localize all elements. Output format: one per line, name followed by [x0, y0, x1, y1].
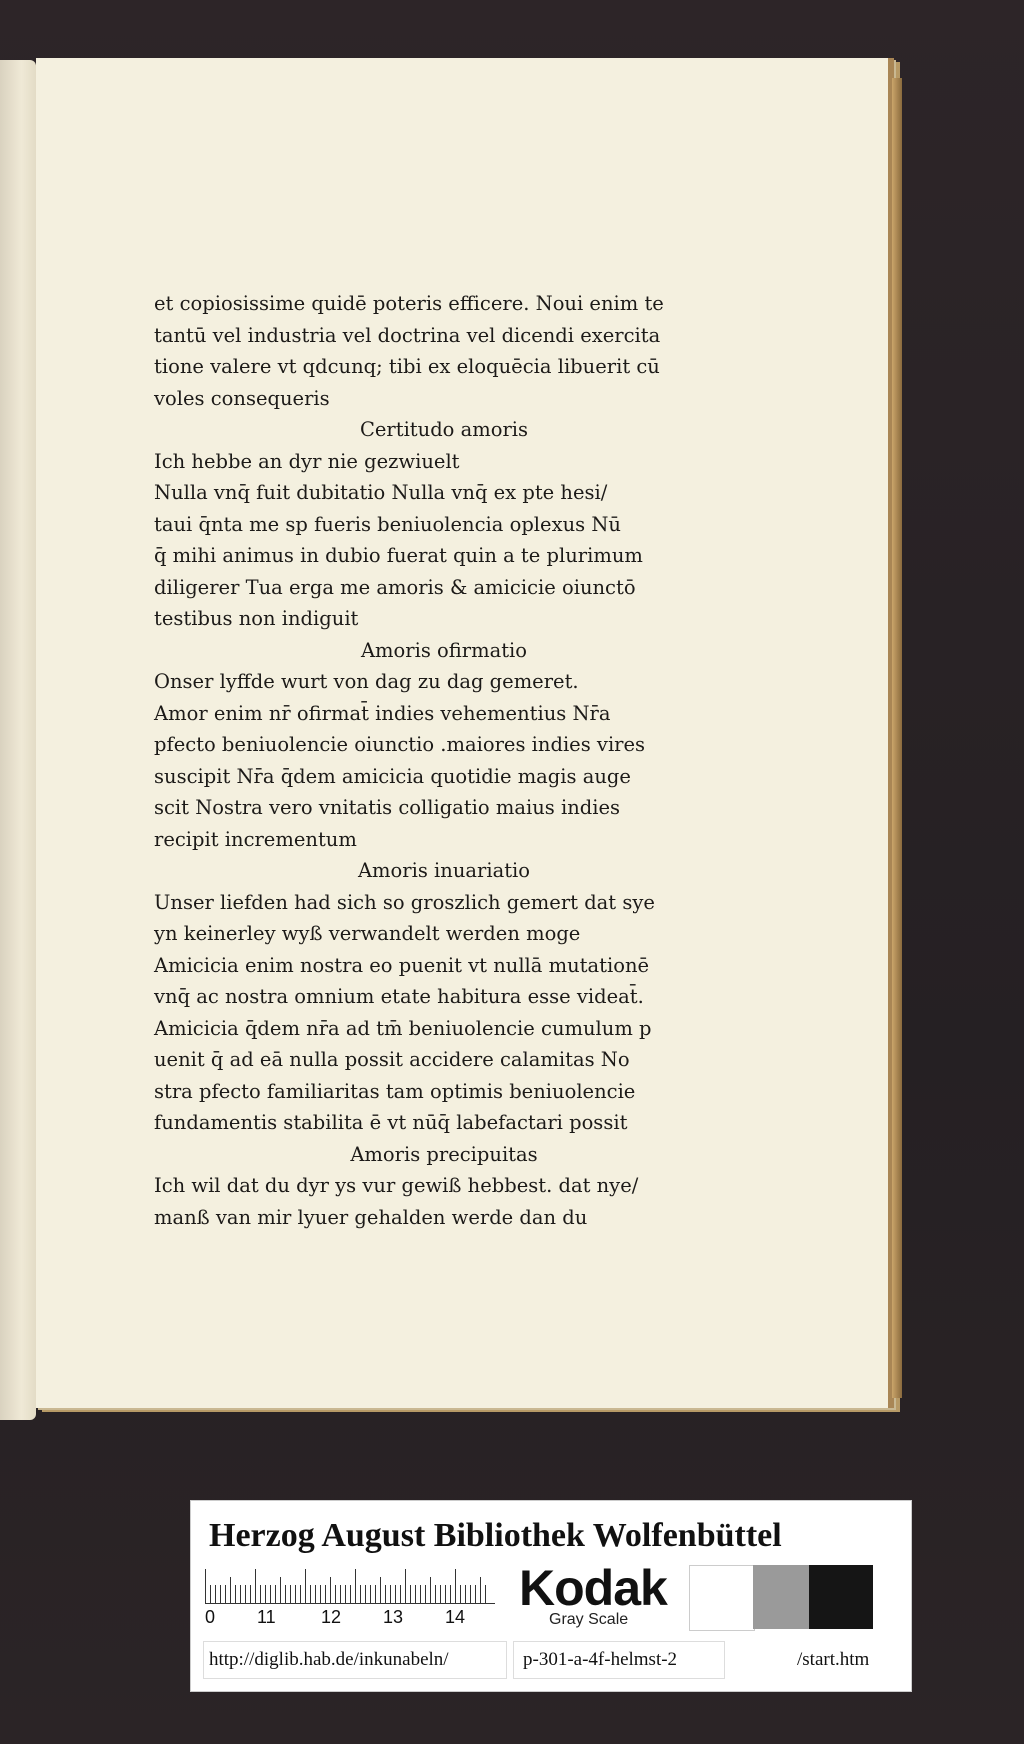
ruler: [205, 1567, 495, 1604]
gray-scale-label: Gray Scale: [549, 1611, 629, 1628]
text-line: recipit incrementum: [154, 827, 357, 851]
ruler-tick: [235, 1585, 236, 1603]
ruler-tick: [345, 1585, 346, 1603]
ruler-tick: [340, 1585, 341, 1603]
ruler-tick: [325, 1585, 326, 1603]
ruler-tick: [350, 1585, 351, 1603]
ruler-tick: [440, 1585, 441, 1603]
ruler-tick: [435, 1585, 436, 1603]
ruler-tick: [330, 1577, 331, 1603]
ruler-tick: [280, 1577, 281, 1603]
ruler-tick: [355, 1569, 356, 1603]
ruler-tick: [310, 1585, 311, 1603]
text-line: stra pfecto familiaritas tam optimis beniuolencie: [154, 1079, 636, 1103]
ruler-tick: [485, 1585, 486, 1603]
ruler-number: 13: [383, 1607, 404, 1627]
ruler-number: 14: [445, 1607, 466, 1627]
url-base: http://diglib.hab.de/inkunabeln/: [209, 1649, 449, 1670]
ruler-tick: [410, 1585, 411, 1603]
ruler-tick: [425, 1585, 426, 1603]
ruler-tick: [365, 1585, 366, 1603]
text-line: diligerer Tua erga me amoris & amicicie oiunctō: [154, 575, 636, 599]
ruler-tick: [320, 1585, 321, 1603]
ruler-tick: [240, 1585, 241, 1603]
ruler-tick: [335, 1585, 336, 1603]
ruler-tick: [480, 1577, 481, 1603]
ruler-tick: [215, 1585, 216, 1603]
ruler-tick: [285, 1585, 286, 1603]
kodak-logo: Kodak: [519, 1560, 667, 1616]
ruler-tick: [430, 1577, 431, 1603]
section-heading: Certitudo amoris: [359, 418, 529, 441]
ruler-tick: [420, 1585, 421, 1603]
ruler-tick: [295, 1585, 296, 1603]
ruler-tick: [245, 1585, 246, 1603]
text-line: et copiosissime quidē poteris efficere. Noui enim te: [154, 292, 664, 315]
ruler-tick: [265, 1585, 266, 1603]
text-line: tione valere vt qdcunq; tibi ex eloquēcia libuerit cū: [154, 355, 660, 378]
section-heading: Amoris inuariatio: [357, 859, 531, 882]
text-line: Amor enim nr̄ ofirmat̄ indies vehementius Nr̄a: [154, 701, 611, 725]
ruler-number: 0: [205, 1607, 216, 1627]
text-line: pfecto beniuolencie oiunctio .maiores indies vires: [154, 733, 646, 756]
text-line: testibus non indiguit: [154, 607, 359, 630]
text-line: Onser lyffde wurt von dag zu dag gemeret.: [154, 670, 579, 693]
url-end: /start.htm: [797, 1649, 870, 1670]
text-line: Ich hebbe an dyr nie gezwiuelt: [154, 449, 460, 473]
text-line: suscipit Nr̄a q̄dem amicicia quotidie magis auge: [154, 764, 631, 788]
text-line: Amicicia q̄dem nr̄a ad tm̄ beniuolencie cumulum p: [154, 1016, 652, 1040]
url-id: p-301-a-4f-helmst-2: [523, 1649, 678, 1670]
ruler-tick: [390, 1585, 391, 1603]
text-line: q̄ mihi animus in dubio fuerat quin a te plurimum: [154, 544, 643, 567]
ruler-tick: [220, 1585, 221, 1603]
ruler-tick: [375, 1585, 376, 1603]
ruler-tick: [210, 1585, 211, 1603]
ruler-number: 11: [257, 1607, 276, 1627]
text-line: yn keinerley wyß verwandelt werden moge: [154, 922, 581, 945]
ruler-tick: [255, 1569, 256, 1603]
ruler-tick: [360, 1585, 361, 1603]
section-heading: Amoris precipuitas: [350, 1142, 538, 1166]
ruler-tick: [315, 1585, 316, 1603]
ruler-tick: [400, 1585, 401, 1603]
text-line: Nulla vnq̄ fuit dubitatio Nulla vnq̄ ex pte hesi/: [154, 481, 608, 504]
ruler-tick: [395, 1585, 396, 1603]
ruler-number: 12: [321, 1607, 342, 1627]
gray-swatch-mid: [753, 1565, 809, 1629]
text-line: tantū vel industria vel doctrina vel dicendi exercita: [154, 323, 661, 347]
ruler-tick: [415, 1585, 416, 1603]
text-line: scit Nostra vero vnitatis colligatio maius indies: [154, 796, 621, 819]
gray-swatch-white: [689, 1565, 755, 1631]
section-heading: Amoris ofirmatio: [360, 638, 528, 662]
text-line: Ich wil dat du dyr ys vur gewiß hebbest. dat nye/: [154, 1174, 639, 1197]
text-line: fundamentis stabilita ē vt nūq̄ labefactari possit: [154, 1111, 628, 1134]
facing-page-edge: [0, 60, 36, 1420]
ruler-tick: [465, 1585, 466, 1603]
ruler-tick: [230, 1577, 231, 1603]
ruler-tick: [380, 1577, 381, 1603]
ruler-tick: [260, 1585, 261, 1603]
ruler-tick: [460, 1585, 461, 1603]
library-name: Herzog August Bibliothek Wolfenbüttel: [209, 1517, 782, 1554]
ruler-tick: [300, 1585, 301, 1603]
text-line: taui q̄nta me sp fueris beniuolencia oplexus Nū: [154, 512, 621, 536]
ruler-tick: [450, 1585, 451, 1603]
archive-label: [190, 1500, 912, 1692]
ruler-tick: [370, 1585, 371, 1603]
text-line: uenit q̄ ad eā nulla possit accidere calamitas No: [154, 1048, 630, 1071]
ruler-tick: [405, 1569, 406, 1603]
ruler-tick: [475, 1585, 476, 1603]
ruler-tick: [205, 1569, 206, 1603]
ruler-tick: [455, 1569, 456, 1603]
page-text: [154, 288, 734, 1233]
text-line: Amicicia enim nostra eo puenit vt nullā mutationē: [154, 953, 650, 977]
text-line: voles consequeris: [154, 386, 330, 410]
book-page: [36, 58, 894, 1408]
ruler-tick: [305, 1569, 306, 1603]
ruler-tick: [290, 1585, 291, 1603]
ruler-tick: [385, 1585, 386, 1603]
ruler-tick: [470, 1585, 471, 1603]
text-line: Unser liefden had sich so groszlich gemert dat sye: [154, 890, 655, 914]
ruler-tick: [275, 1585, 276, 1603]
ruler-tick: [250, 1585, 251, 1603]
text-line: manß van mir lyuer gehalden werde dan du: [154, 1205, 588, 1229]
ruler-tick: [445, 1585, 446, 1603]
ruler-tick: [270, 1585, 271, 1603]
gray-swatch-black: [809, 1565, 873, 1629]
ruler-tick: [225, 1585, 226, 1603]
text-line: vnq̄ ac nostra omnium etate habitura esse videat̄.: [154, 985, 644, 1008]
